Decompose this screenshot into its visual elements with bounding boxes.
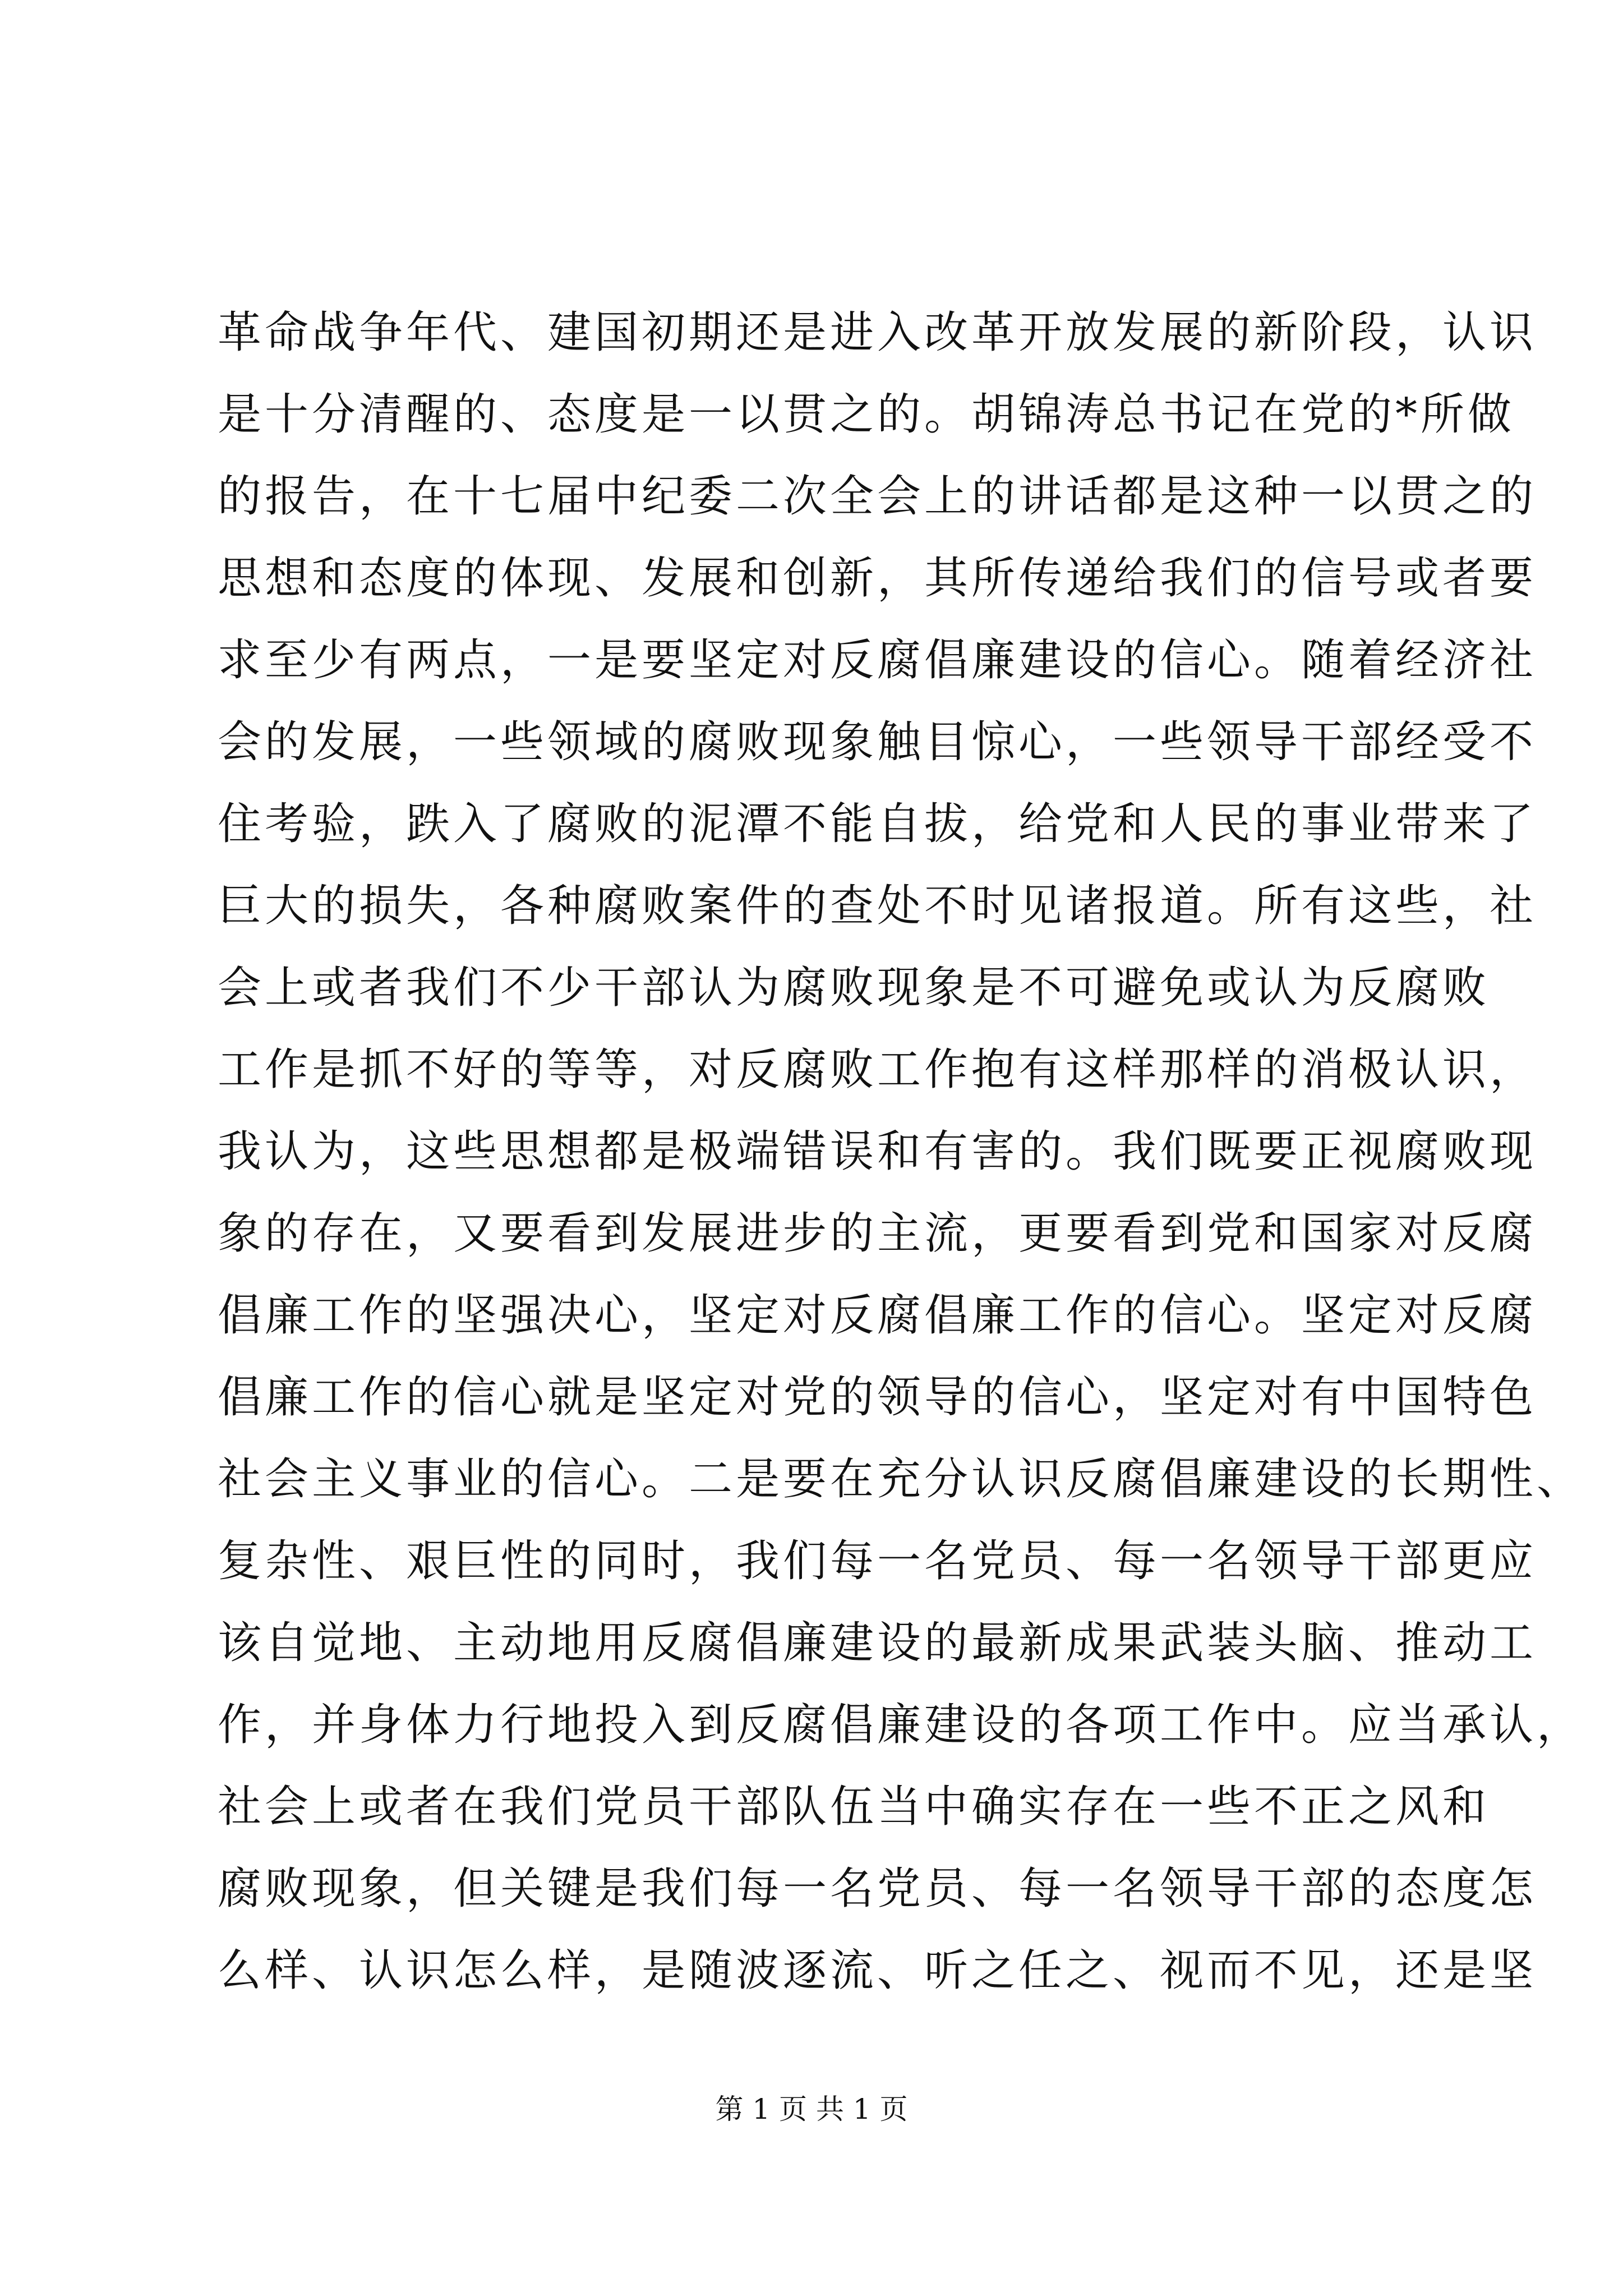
text-line: 是十分清醒的、态度是一以贯之的。胡锦涛总书记在党的*所做 bbox=[218, 389, 1515, 440]
text-line: 么样、认识怎么样，是随波逐流、听之任之、视而不见，还是坚 bbox=[218, 1945, 1537, 1996]
text-line: 象的存在，又要看到发展进步的主流，更要看到党和国家对反腐 bbox=[218, 1208, 1537, 1259]
page-footer: 第 1 页 共 1 页 bbox=[715, 2093, 908, 2125]
text-line: 我认为，这些思想都是极端错误和有害的。我们既要正视腐败现 bbox=[218, 1126, 1537, 1177]
text-line: 工作是抓不好的等等，对反腐败工作抱有这样那样的消极认识， bbox=[218, 1045, 1537, 1095]
text-line: 的报告，在十七届中纪委二次全会上的讲话都是这种一以贯之的 bbox=[218, 471, 1537, 522]
text-line: 求至少有两点，一是要坚定对反腐倡廉建设的信心。随着经济社 bbox=[218, 635, 1537, 685]
text-line: 社会上或者在我们党员干部队伍当中确实存在一些不正之风和 bbox=[218, 1782, 1490, 1832]
text-line: 革命战争年代、建国初期还是进入改革开放发展的新阶段，认识 bbox=[218, 307, 1537, 358]
text-line: 巨大的损失，各种腐败案件的查处不时见诸报道。所有这些，社 bbox=[218, 881, 1537, 931]
text-line: 该自觉地、主动地用反腐倡廉建设的最新成果武装头脑、推动工 bbox=[218, 1618, 1537, 1668]
text-line: 会上或者我们不少干部认为腐败现象是不可避免或认为反腐败 bbox=[218, 963, 1490, 1013]
text-line: 作，并身体力行地投入到反腐倡廉建设的各项工作中。应当承认， bbox=[218, 1700, 1584, 1750]
text-line: 会的发展，一些领域的腐败现象触目惊心，一些领导干部经受不 bbox=[218, 717, 1537, 767]
text-line: 倡廉工作的坚强决心，坚定对反腐倡廉工作的信心。坚定对反腐 bbox=[218, 1290, 1537, 1341]
text-line: 住考验，跌入了腐败的泥潭不能自拔，给党和人民的事业带来了 bbox=[218, 799, 1537, 849]
text-line: 思想和态度的体现、发展和创新，其所传递给我们的信号或者要 bbox=[218, 553, 1537, 604]
text-line: 腐败现象，但关键是我们每一名党员、每一名领导干部的态度怎 bbox=[218, 1864, 1537, 1914]
text-line: 倡廉工作的信心就是坚定对党的领导的信心，坚定对有中国特色 bbox=[218, 1372, 1537, 1423]
text-line: 社会主义事业的信心。二是要在充分认识反腐倡廉建设的长期性、 bbox=[218, 1454, 1584, 1504]
text-line: 复杂性、艰巨性的同时，我们每一名党员、每一名领导干部更应 bbox=[218, 1536, 1537, 1586]
body-text bbox=[218, 292, 1584, 2012]
